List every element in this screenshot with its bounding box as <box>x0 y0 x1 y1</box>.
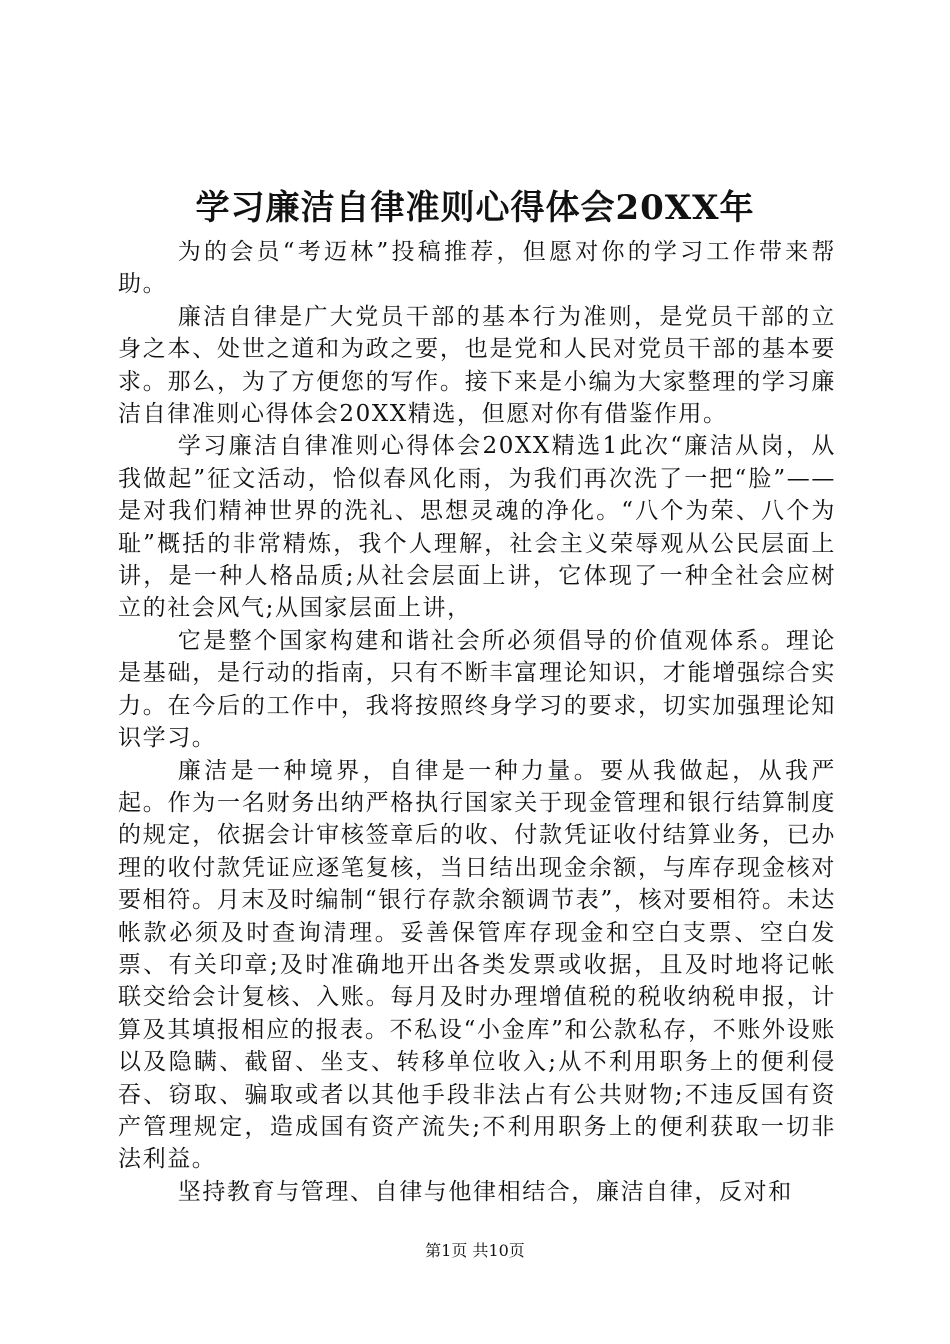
document-body <box>118 236 836 1208</box>
paragraph: 坚持教育与管理、自律与他律相结合，廉洁自律，反对和 <box>177 1178 793 1205</box>
paragraph: 为的会员“考迈林”投稿推荐，但愿对你的学习工作带来帮助。 <box>118 239 836 298</box>
document-title: 学习廉洁自律准则心得体会20XX年 <box>195 188 755 228</box>
paragraph: 廉洁是一种境界，自律是一种力量。要从我做起，从我严起。作为一名财务出纳严格执行国家关于现金管理和银行结算制度的规定，依据会计审核签章后的收、付款凭证收付结算业务，已办理的收付款凭证应逐笔复核，当日结出现金余额，与库存现金核对要相符。月末及时编制“银行存款余额调节表”，核对要相符。未达帐款必须及时查询清理。妥善保管库存现金和空白支票、空白发票、有关印章;及时准确地开出各类发票或收据，且及时地将记帐联交给会计复核、入账。每月及时办理增值税的税收纳税申报，计算及其填报相应的报表。不私设“小金库”和公款私存，不账外设账以及隐瞒、截留、坐支、转移单位收入;从不利用职务上的便利侵吞、窃取、骗取或者以其他手段非法占有公共财物;不违反国有资产管理规定，造成国有资产流失;不利用职务上的便利获取一切非法利益。 <box>118 757 836 1173</box>
page-number-footer: 第1页 共10页 <box>425 1241 525 1260</box>
paragraph: 学习廉洁自律准则心得体会20XX精选1此次“廉洁从岗，从我做起”征文活动，恰似春风化雨，为我们再次洗了一把“脸”——是对我们精神世界的洗礼、思想灵魂的净化。“八个为荣、八个为耻”概括的非常精炼，我个人理解，社会主义荣辱观从公民层面上讲，是一种人格品质;从社会层面上讲，它体现了一种全社会应树立的社会风气;从国家层面上讲， <box>118 433 836 622</box>
paragraph: 廉洁自律是广大党员干部的基本行为准则，是党员干部的立身之本、处世之道和为政之要，也是党和人民对党员干部的基本要求。那么，为了方便您的写作。接下来是小编为大家整理的学习廉洁自律准则心得体会20XX精选，但愿对你有借鉴作用。 <box>118 303 836 428</box>
paragraph: 它是整个国家构建和谐社会所必须倡导的价值观体系。理论是基础，是行动的指南，只有不断丰富理论知识，才能增强综合实力。在今后的工作中，我将按照终身学习的要求，切实加强理论知识学习。 <box>118 627 836 752</box>
